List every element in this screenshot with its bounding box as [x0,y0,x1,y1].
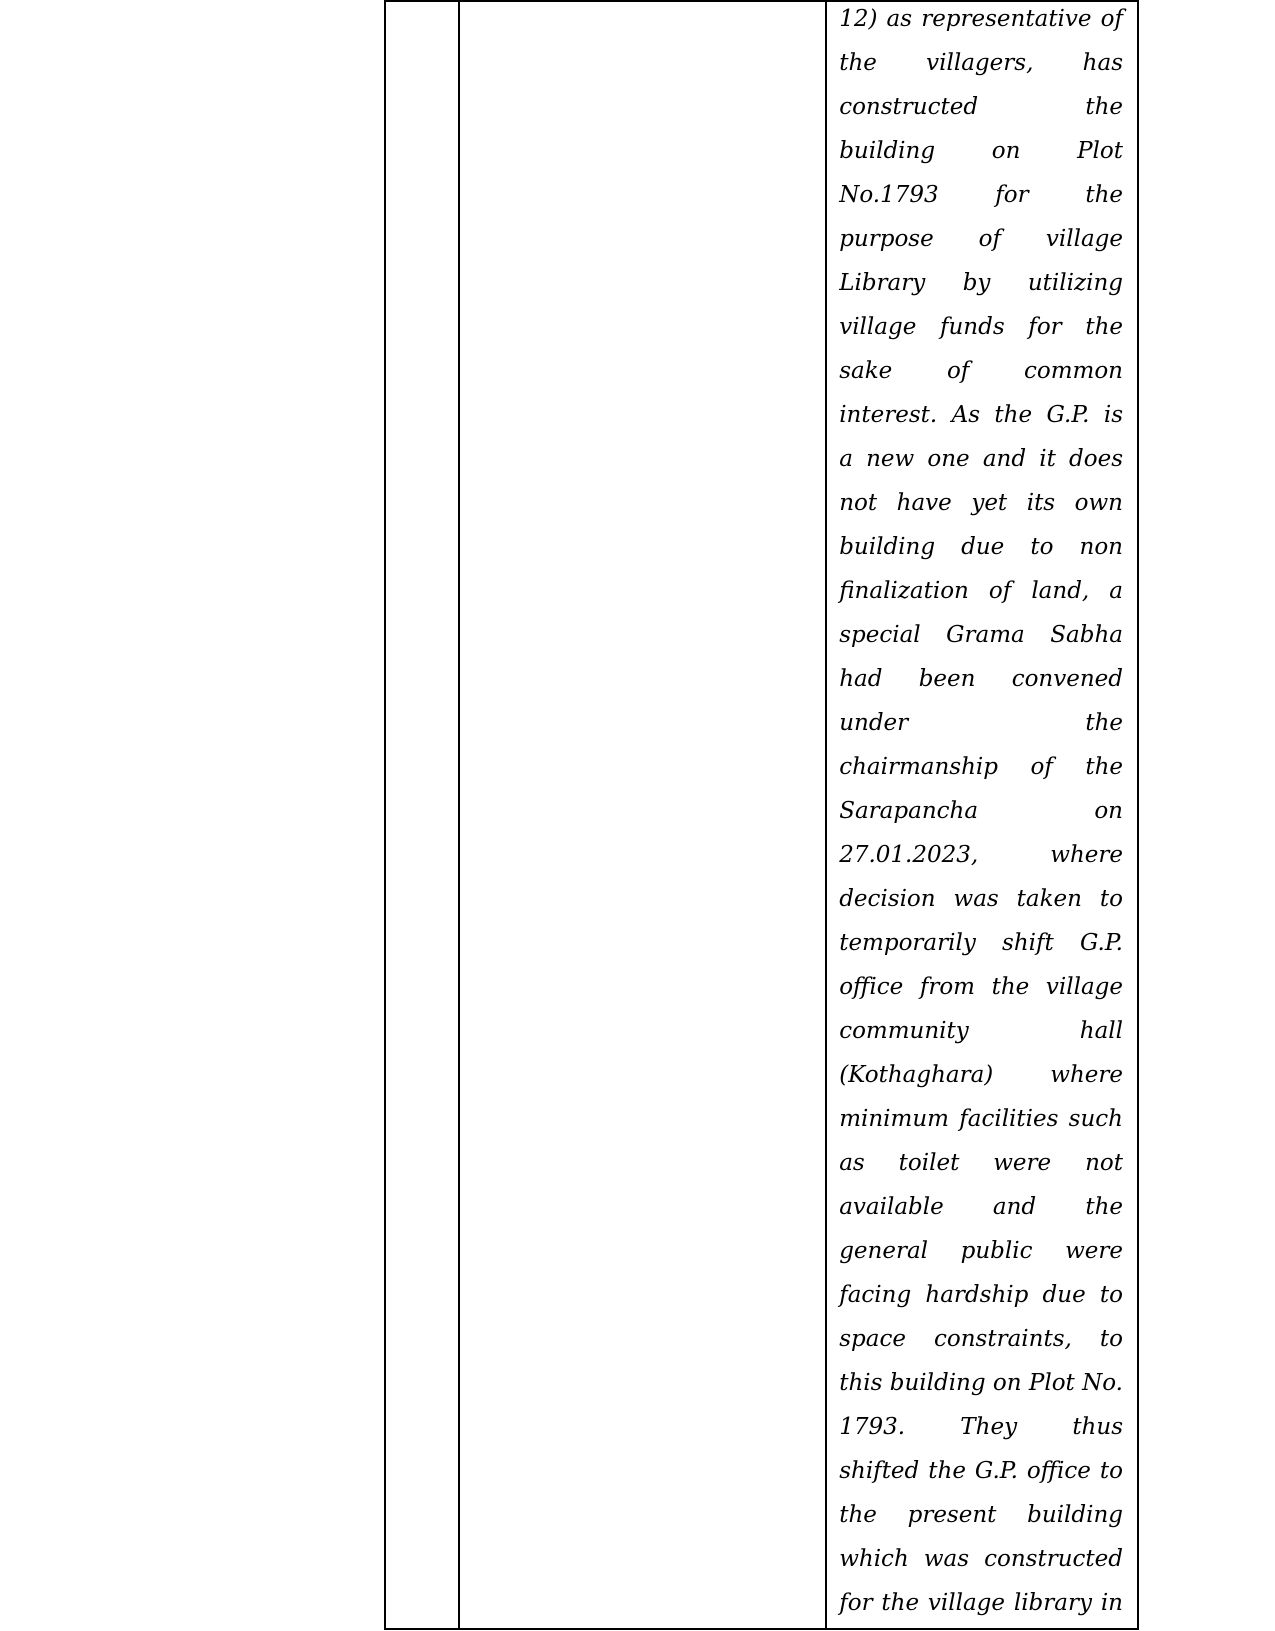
remarks-text-line: space constraints, to [839,1326,1123,1352]
remarks-text-line: office from the village [839,974,1123,1000]
remarks-text-line: under the [839,710,1123,736]
serial-number-column [386,2,460,1628]
remarks-text-line: minimum facilities such [839,1106,1123,1132]
remarks-text-line: as toilet were not [839,1150,1123,1176]
remarks-text-line: general public were [839,1238,1123,1264]
remarks-text-line: sake of common [839,358,1123,384]
remarks-text-line: Library by utilizing [839,270,1123,296]
remarks-text-line: (Kothaghara) where [839,1062,1123,1088]
remarks-text-line: the present building [839,1502,1123,1528]
remarks-text-line: 12) as representative of [839,6,1123,32]
remarks-text-line: not have yet its own [839,490,1123,516]
remarks-text-line: facing hardship due to [839,1282,1123,1308]
remarks-text-line: special Grama Sabha [839,622,1123,648]
remarks-text-line: building due to non [839,534,1123,560]
remarks-text-line: which was constructed [839,1546,1123,1572]
remarks-text-line: building on Plot [839,138,1123,164]
remarks-text-line: had been convened [839,666,1123,692]
remarks-text-line: community hall [839,1018,1123,1044]
remarks-text-line: finalization of land, a [839,578,1123,604]
document-table [384,0,1139,1630]
remarks-text-line: 27.01.2023, where [839,842,1123,868]
remarks-text-line: available and the [839,1194,1123,1220]
remarks-text-line: Sarapancha on [839,798,1123,824]
remarks-text-line: the villagers, has [839,50,1123,76]
remarks-text-line: a new one and it does [839,446,1123,472]
remarks-text-line: No.1793 for the [839,182,1123,208]
remarks-text-line: interest. As the G.P. is [839,402,1123,428]
remarks-text-line: for the village library in [839,1590,1123,1616]
remarks-text-line: 1793. They thus [839,1414,1123,1440]
remarks-text-line: shifted the G.P. office to [839,1458,1123,1484]
remarks-text-line: chairmanship of the [839,754,1123,780]
remarks-text-line: decision was taken to [839,886,1123,912]
remarks-text-line: purpose of village [839,226,1123,252]
remarks-text-line: this building on Plot No. [839,1370,1123,1396]
particulars-column [460,2,827,1628]
remarks-column [827,2,1137,1628]
remarks-text-line: village funds for the [839,314,1123,340]
remarks-text-line: constructed the [839,94,1123,120]
remarks-text-line: temporarily shift G.P. [839,930,1123,956]
